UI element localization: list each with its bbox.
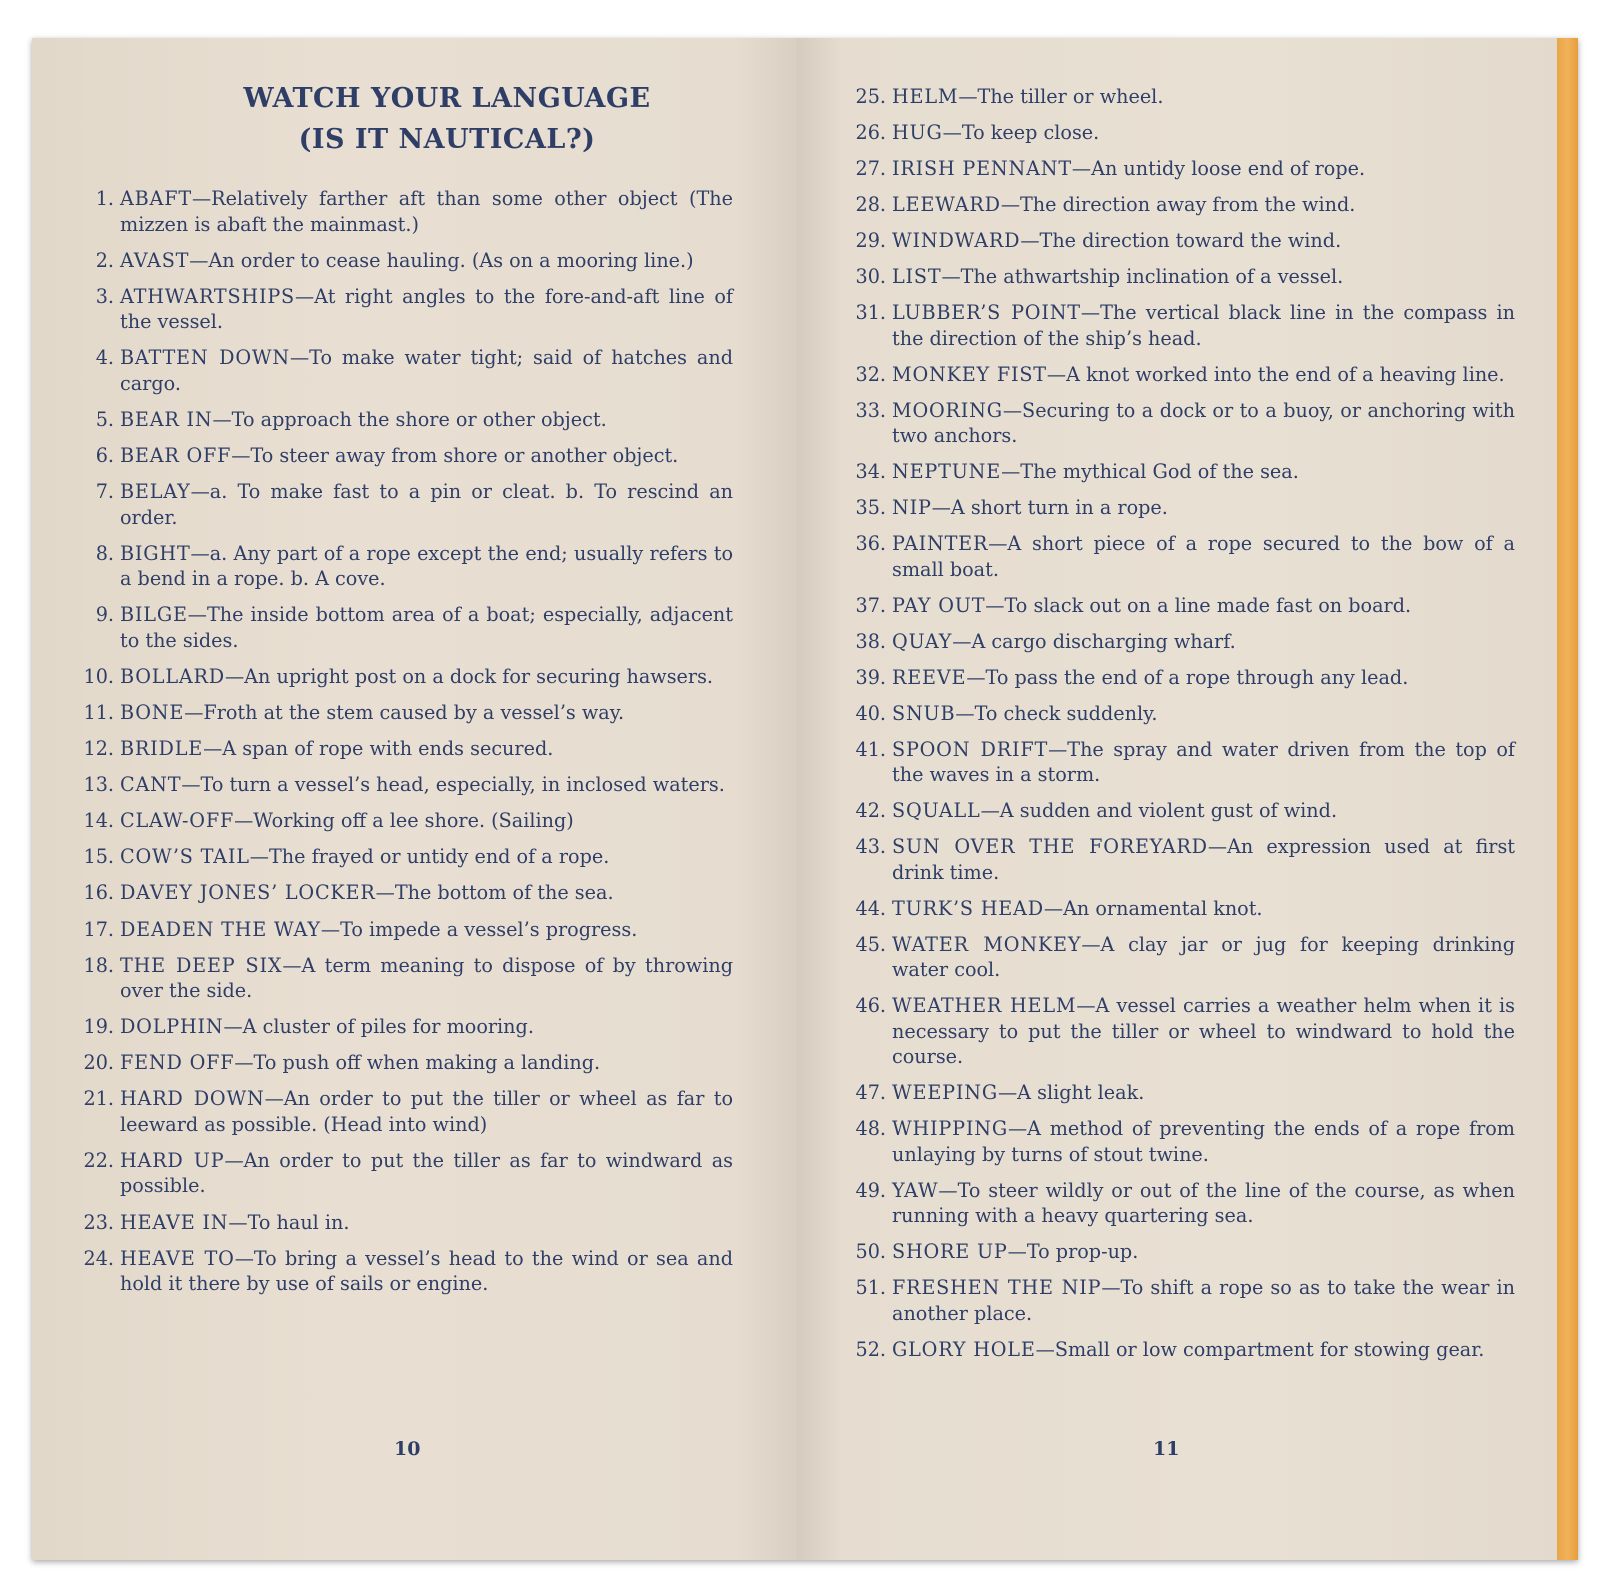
glossary-entry bbox=[849, 495, 1515, 521]
entry-definition: —A clay jar or jug for keeping drinking water cool. bbox=[892, 932, 1515, 981]
entry-definition: —To bring a vessel’s head to the wind or sea and hold it there by use of sails or engine. bbox=[120, 1246, 733, 1296]
entry-term: LEEWARD bbox=[892, 193, 1001, 216]
entry-number: 2. bbox=[95, 248, 114, 272]
entry-definition: —To keep close. bbox=[942, 121, 1100, 144]
entry-term: REEVE bbox=[892, 665, 967, 689]
glossary-entry bbox=[849, 84, 1515, 110]
entry-number: 15. bbox=[83, 845, 114, 869]
entry-text bbox=[892, 156, 1515, 182]
entry-text bbox=[892, 192, 1515, 218]
entry-term: BIGHT bbox=[120, 541, 191, 565]
glossary-entry bbox=[849, 300, 1515, 351]
entry-number: 27. bbox=[855, 157, 886, 180]
glossary-entry bbox=[77, 808, 733, 834]
entry-definition: —The spray and water driven from the top of the waves in a storm. bbox=[892, 737, 1515, 786]
glossary-entry bbox=[849, 629, 1515, 655]
entry-number: 50. bbox=[855, 1240, 886, 1263]
entry-number: 29. bbox=[855, 229, 886, 252]
entry-term: HEAVE IN bbox=[120, 1210, 229, 1234]
cover-edge bbox=[1557, 38, 1578, 1560]
entry-definition: —A sudden and violent gust of wind. bbox=[980, 799, 1338, 822]
entry-number: 33. bbox=[855, 398, 886, 422]
entry-text bbox=[120, 1246, 733, 1297]
entry-text bbox=[892, 531, 1515, 582]
entry-number: 1. bbox=[95, 187, 114, 210]
entry-definition: —An untidy loose end of rope. bbox=[1071, 157, 1366, 180]
booklet-spread bbox=[32, 38, 1578, 1560]
entry-definition: —An order to put the tiller or wheel as far to leeward as possible. (Head into wind) bbox=[120, 1087, 734, 1136]
glossary-entry bbox=[849, 1337, 1515, 1363]
glossary-entry bbox=[849, 531, 1515, 582]
entry-text bbox=[120, 541, 733, 592]
entry-term: WHIPPING bbox=[892, 1117, 1008, 1140]
glossary-list-left bbox=[77, 186, 733, 1307]
glossary-entry bbox=[77, 700, 733, 726]
entry-term: MONKEY FIST bbox=[892, 362, 1047, 386]
entry-definition: —A method of preventing the ends of a rope from unlaying by turns of stout twine. bbox=[892, 1117, 1515, 1166]
entry-text bbox=[892, 459, 1515, 485]
entry-definition: —Working off a lee shore. (Sailing) bbox=[234, 809, 574, 833]
glossary-entry bbox=[849, 834, 1515, 885]
entry-number: 8. bbox=[95, 541, 114, 565]
entry-number: 45. bbox=[855, 932, 886, 956]
entry-term: HARD UP bbox=[120, 1148, 225, 1172]
entry-number: 3. bbox=[95, 284, 114, 308]
entry-text bbox=[892, 84, 1515, 110]
entry-number: 14. bbox=[83, 809, 114, 833]
glossary-entry bbox=[77, 248, 733, 274]
right-page bbox=[797, 38, 1557, 1560]
entry-term: WINDWARD bbox=[892, 229, 1021, 252]
entry-definition: —To check suddenly. bbox=[955, 701, 1158, 725]
entry-term: CANT bbox=[120, 773, 182, 797]
entry-term: SUN OVER THE FOREYARD bbox=[892, 835, 1208, 858]
entry-term: DEADEN THE WAY bbox=[120, 917, 321, 941]
entry-text bbox=[892, 737, 1515, 788]
entry-text bbox=[120, 844, 733, 870]
glossary-entry bbox=[849, 1080, 1515, 1106]
entry-term: BILGE bbox=[120, 603, 188, 627]
entry-term: WEATHER HELM bbox=[892, 994, 1077, 1017]
glossary-entry bbox=[77, 736, 733, 762]
entry-text bbox=[892, 120, 1515, 146]
entry-number: 18. bbox=[83, 953, 114, 977]
entry-number: 10. bbox=[83, 664, 114, 688]
entry-definition: —To push off when making a landing. bbox=[234, 1051, 601, 1075]
entry-term: PAINTER bbox=[892, 532, 989, 555]
entry-term: DAVEY JONES’ LOCKER bbox=[120, 881, 376, 905]
entry-definition: —A knot worked into the end of a heaving line. bbox=[1046, 362, 1505, 386]
entry-number: 13. bbox=[83, 773, 114, 797]
entry-text bbox=[892, 264, 1515, 290]
entry-text bbox=[892, 932, 1515, 983]
entry-definition: —To prop-up. bbox=[1007, 1240, 1139, 1263]
entry-text bbox=[120, 479, 733, 530]
entry-text bbox=[120, 917, 733, 943]
entry-definition: —A short piece of a rope secured to the bow of a small boat. bbox=[892, 532, 1515, 581]
title-line-1: WATCH YOUR LANGUAGE bbox=[243, 83, 651, 114]
entry-definition: —The direction away from the wind. bbox=[1000, 193, 1356, 216]
entry-definition: —The vertical black line in the compass in the direction of the ship’s head. bbox=[892, 301, 1515, 350]
entry-text bbox=[892, 593, 1515, 619]
entry-definition: —A short turn in a rope. bbox=[931, 496, 1168, 519]
entry-number: 19. bbox=[83, 1015, 114, 1039]
entry-definition: —The tiller or wheel. bbox=[958, 85, 1164, 108]
glossary-entry bbox=[849, 120, 1515, 146]
entry-number: 9. bbox=[95, 603, 114, 627]
entry-term: NIP bbox=[892, 496, 932, 519]
glossary-entry bbox=[77, 284, 733, 335]
glossary-entry bbox=[77, 1050, 733, 1076]
entry-term: BELAY bbox=[120, 480, 191, 504]
entry-text bbox=[892, 398, 1515, 449]
entry-number: 34. bbox=[855, 460, 886, 483]
glossary-entry bbox=[77, 1148, 733, 1199]
entry-text bbox=[120, 1148, 733, 1199]
entry-term: FEND OFF bbox=[120, 1051, 235, 1075]
entry-definition: —To steer away from shore or another object. bbox=[231, 443, 679, 467]
entry-definition: —a. To make fast to a pin or cleat. b. To rescind an order. bbox=[120, 480, 733, 529]
entry-text bbox=[892, 798, 1515, 824]
entry-term: TURK’S HEAD bbox=[892, 896, 1044, 920]
entry-number: 42. bbox=[855, 799, 886, 822]
entry-term: SHORE UP bbox=[892, 1240, 1008, 1263]
entry-text bbox=[120, 1014, 733, 1040]
entry-term: BOLLARD bbox=[120, 664, 225, 688]
entry-text bbox=[120, 284, 733, 335]
entry-text bbox=[892, 1239, 1515, 1265]
glossary-entry bbox=[77, 1086, 733, 1137]
entry-text bbox=[120, 1086, 733, 1137]
glossary-entry bbox=[849, 701, 1515, 727]
entry-term: BATTEN DOWN bbox=[120, 346, 290, 370]
entry-term: PAY OUT bbox=[892, 593, 986, 617]
glossary-entry bbox=[77, 880, 733, 906]
entry-definition: —A slight leak. bbox=[997, 1081, 1145, 1104]
entry-term: WEEPING bbox=[892, 1081, 998, 1104]
entry-text bbox=[120, 407, 733, 433]
entry-number: 35. bbox=[855, 496, 886, 519]
glossary-entry bbox=[849, 398, 1515, 449]
entry-term: GLORY HOLE bbox=[892, 1337, 1036, 1361]
glossary-entry bbox=[77, 443, 733, 469]
entry-term: CLAW-OFF bbox=[120, 809, 235, 833]
entry-text bbox=[892, 665, 1515, 691]
glossary-entry bbox=[849, 1239, 1515, 1265]
entry-text bbox=[892, 300, 1515, 351]
entry-term: SQUALL bbox=[892, 799, 981, 822]
entry-term: YAW bbox=[892, 1178, 939, 1202]
entry-number: 47. bbox=[855, 1081, 886, 1104]
glossary-entry bbox=[849, 459, 1515, 485]
entry-number: 11. bbox=[83, 700, 114, 724]
entry-number: 4. bbox=[95, 346, 114, 370]
entry-definition: —To approach the shore or other object. bbox=[212, 407, 607, 431]
glossary-entry bbox=[77, 541, 733, 592]
entry-text bbox=[120, 772, 733, 798]
entry-number: 44. bbox=[855, 896, 886, 920]
entry-number: 5. bbox=[95, 407, 114, 431]
entry-definition: —Froth at the stem caused by a vessel’s way. bbox=[184, 700, 625, 724]
entry-text bbox=[120, 880, 733, 906]
entry-term: BEAR OFF bbox=[120, 443, 232, 467]
glossary-entry bbox=[849, 932, 1515, 983]
entry-text bbox=[892, 1116, 1515, 1167]
entry-text bbox=[892, 1275, 1515, 1326]
entry-number: 17. bbox=[83, 917, 114, 941]
entry-text bbox=[120, 602, 733, 653]
entry-definition: —The inside bottom area of a boat; especially, adjacent to the sides. bbox=[120, 603, 733, 652]
entry-text bbox=[892, 1178, 1515, 1229]
entry-definition: —An ornamental knot. bbox=[1043, 896, 1263, 920]
entry-definition: —The athwartship inclination of a vessel. bbox=[941, 265, 1344, 288]
glossary-entry bbox=[77, 917, 733, 943]
entry-text bbox=[892, 1080, 1515, 1106]
entry-number: 38. bbox=[855, 629, 886, 653]
glossary-entry bbox=[77, 345, 733, 396]
glossary-entry bbox=[77, 602, 733, 653]
glossary-entry bbox=[849, 228, 1515, 254]
glossary-entry bbox=[77, 1014, 733, 1040]
glossary-entry bbox=[849, 1116, 1515, 1167]
entry-term: LIST bbox=[892, 265, 942, 288]
entry-definition: —To impede a vessel’s progress. bbox=[320, 917, 638, 941]
entry-number: 36. bbox=[855, 532, 886, 555]
entry-term: BRIDLE bbox=[120, 737, 204, 761]
entry-definition: —To make water tight; said of hatches and cargo. bbox=[120, 346, 733, 395]
entry-text bbox=[120, 1210, 733, 1236]
entry-definition: —To haul in. bbox=[228, 1210, 350, 1234]
entry-term: SPOON DRIFT bbox=[892, 737, 1049, 761]
glossary-entry bbox=[77, 407, 733, 433]
glossary-entry bbox=[77, 772, 733, 798]
entry-term: COW’S TAIL bbox=[120, 845, 250, 869]
entry-definition: —The bottom of the sea. bbox=[375, 881, 614, 905]
entry-number: 43. bbox=[855, 835, 886, 858]
entry-definition: —To shift a rope so as to take the wear in another place. bbox=[892, 1276, 1515, 1325]
glossary-entry bbox=[849, 798, 1515, 824]
entry-definition: —To pass the end of a rope through any lead. bbox=[966, 665, 1409, 689]
glossary-entry bbox=[849, 156, 1515, 182]
glossary-entry bbox=[77, 953, 733, 1004]
entry-text bbox=[892, 834, 1515, 885]
entry-number: 37. bbox=[855, 593, 886, 617]
entry-text bbox=[892, 629, 1515, 655]
entry-text bbox=[892, 701, 1515, 727]
glossary-entry bbox=[849, 264, 1515, 290]
entry-text bbox=[120, 953, 733, 1004]
entry-term: NEPTUNE bbox=[892, 460, 1002, 483]
title-line-2: (IS IT NAUTICAL?) bbox=[298, 124, 596, 155]
entry-text bbox=[120, 443, 733, 469]
entry-term: SNUB bbox=[892, 701, 956, 725]
entry-term: ATHWARTSHIPS bbox=[120, 284, 295, 308]
entry-definition: —An order to cease hauling. (As on a mooring line.) bbox=[189, 248, 694, 272]
entry-text bbox=[892, 228, 1515, 254]
entry-text bbox=[120, 1050, 733, 1076]
entry-number: 23. bbox=[83, 1210, 114, 1234]
entry-number: 24. bbox=[83, 1246, 114, 1270]
entry-term: HEAVE TO bbox=[120, 1246, 235, 1270]
entry-term: HARD DOWN bbox=[120, 1087, 265, 1111]
entry-text bbox=[120, 700, 733, 726]
entry-term: AVAST bbox=[120, 248, 190, 272]
entry-number: 12. bbox=[83, 737, 114, 761]
glossary-entry bbox=[77, 1210, 733, 1236]
glossary-entry bbox=[849, 737, 1515, 788]
glossary-entry bbox=[77, 186, 733, 237]
entry-definition: —At right angles to the fore-and-aft line of the vessel. bbox=[120, 284, 733, 334]
entry-number: 20. bbox=[83, 1051, 114, 1075]
entry-definition: —Securing to a dock or to a buoy, or anchoring with two anchors. bbox=[892, 398, 1515, 447]
page-number-left: 10 bbox=[394, 1438, 421, 1460]
page-number-right: 11 bbox=[1153, 1438, 1180, 1460]
entry-definition: —An expression used at first drink time. bbox=[892, 835, 1515, 884]
entry-text bbox=[120, 186, 733, 237]
entry-definition: —An order to put the tiller as far to windward as possible. bbox=[120, 1148, 733, 1198]
glossary-entry bbox=[849, 362, 1515, 388]
entry-definition: —The mythical God of the sea. bbox=[1001, 460, 1299, 483]
entry-number: 49. bbox=[855, 1178, 886, 1202]
glossary-entry bbox=[77, 664, 733, 690]
glossary-entry bbox=[77, 844, 733, 870]
entry-number: 16. bbox=[83, 881, 114, 905]
entry-definition: —To slack out on a line made fast on board. bbox=[985, 593, 1412, 617]
entry-definition: —A cargo discharging wharf. bbox=[952, 629, 1236, 653]
glossary-entry bbox=[849, 1275, 1515, 1326]
entry-definition: —An upright post on a dock for securing hawsers. bbox=[224, 664, 714, 688]
entry-text bbox=[892, 993, 1515, 1070]
entry-definition: —Small or low compartment for stowing gear. bbox=[1035, 1337, 1485, 1361]
entry-term: HUG bbox=[892, 121, 943, 144]
entry-number: 39. bbox=[855, 665, 886, 689]
entry-number: 41. bbox=[855, 737, 886, 761]
entry-term: IRISH PENNANT bbox=[892, 157, 1072, 180]
entry-number: 46. bbox=[855, 994, 886, 1017]
entry-number: 25. bbox=[855, 85, 886, 108]
entry-term: ABAFT bbox=[120, 187, 192, 210]
glossary-entry bbox=[77, 1246, 733, 1297]
entry-definition: —A cluster of piles for mooring. bbox=[223, 1015, 534, 1039]
entry-number: 26. bbox=[855, 121, 886, 144]
entry-definition: —A term meaning to dispose of by throwing over the side. bbox=[120, 953, 733, 1003]
entry-number: 28. bbox=[855, 193, 886, 216]
entry-definition: —Relatively farther aft than some other object (The mizzen is abaft the mainmast.) bbox=[120, 187, 733, 236]
entry-number: 51. bbox=[855, 1276, 886, 1299]
entry-term: BONE bbox=[120, 700, 185, 724]
glossary-entry bbox=[849, 1178, 1515, 1229]
entry-text bbox=[120, 664, 733, 690]
entry-text bbox=[892, 1337, 1515, 1363]
entry-number: 52. bbox=[855, 1337, 886, 1361]
entry-number: 32. bbox=[855, 362, 886, 386]
entry-definition: —A span of rope with ends secured. bbox=[203, 737, 554, 761]
entry-term: DOLPHIN bbox=[120, 1015, 224, 1039]
entry-text bbox=[120, 248, 733, 274]
entry-definition: —To steer wildly or out of the line of the course, as when running with a heavy quartering sea. bbox=[892, 1178, 1515, 1227]
left-page bbox=[32, 38, 797, 1560]
entry-number: 6. bbox=[95, 443, 114, 467]
entry-text bbox=[120, 345, 733, 396]
entry-definition: —To turn a vessel’s head, especially, in inclosed waters. bbox=[181, 773, 725, 797]
entry-term: THE DEEP SIX bbox=[120, 953, 283, 977]
glossary-entry bbox=[77, 479, 733, 530]
entry-term: LUBBER’S POINT bbox=[892, 301, 1081, 324]
entry-term: MOORING bbox=[892, 398, 1003, 422]
entry-definition: —The frayed or untidy end of a rope. bbox=[249, 845, 610, 869]
glossary-entry bbox=[849, 593, 1515, 619]
glossary-entry bbox=[849, 192, 1515, 218]
entry-definition: —A vessel carries a weather helm when it is necessary to put the tiller or wheel to windward to hold the course. bbox=[892, 994, 1515, 1068]
entry-term: FRESHEN THE NIP bbox=[892, 1276, 1102, 1299]
entry-term: QUAY bbox=[892, 629, 953, 653]
entry-text bbox=[892, 495, 1515, 521]
glossary-entry bbox=[849, 665, 1515, 691]
entry-number: 48. bbox=[855, 1117, 886, 1140]
glossary-list-right bbox=[849, 84, 1515, 1373]
entry-number: 31. bbox=[855, 301, 886, 324]
entry-text bbox=[892, 362, 1515, 388]
page-title bbox=[32, 78, 862, 160]
entry-number: 7. bbox=[95, 480, 114, 504]
entry-text bbox=[120, 736, 733, 762]
entry-term: WATER MONKEY bbox=[892, 932, 1082, 956]
entry-definition: —a. Any part of a rope except the end; usually refers to a bend in a rope. b. A cove. bbox=[120, 541, 733, 591]
entry-definition: —The direction toward the wind. bbox=[1020, 229, 1342, 252]
glossary-entry bbox=[849, 896, 1515, 922]
entry-number: 21. bbox=[83, 1087, 114, 1111]
entry-term: HELM bbox=[892, 85, 959, 108]
entry-text bbox=[120, 808, 733, 834]
entry-number: 40. bbox=[855, 701, 886, 725]
entry-number: 22. bbox=[83, 1148, 114, 1172]
glossary-entry bbox=[849, 993, 1515, 1070]
entry-number: 30. bbox=[855, 265, 886, 288]
entry-term: BEAR IN bbox=[120, 407, 213, 431]
entry-text bbox=[892, 896, 1515, 922]
